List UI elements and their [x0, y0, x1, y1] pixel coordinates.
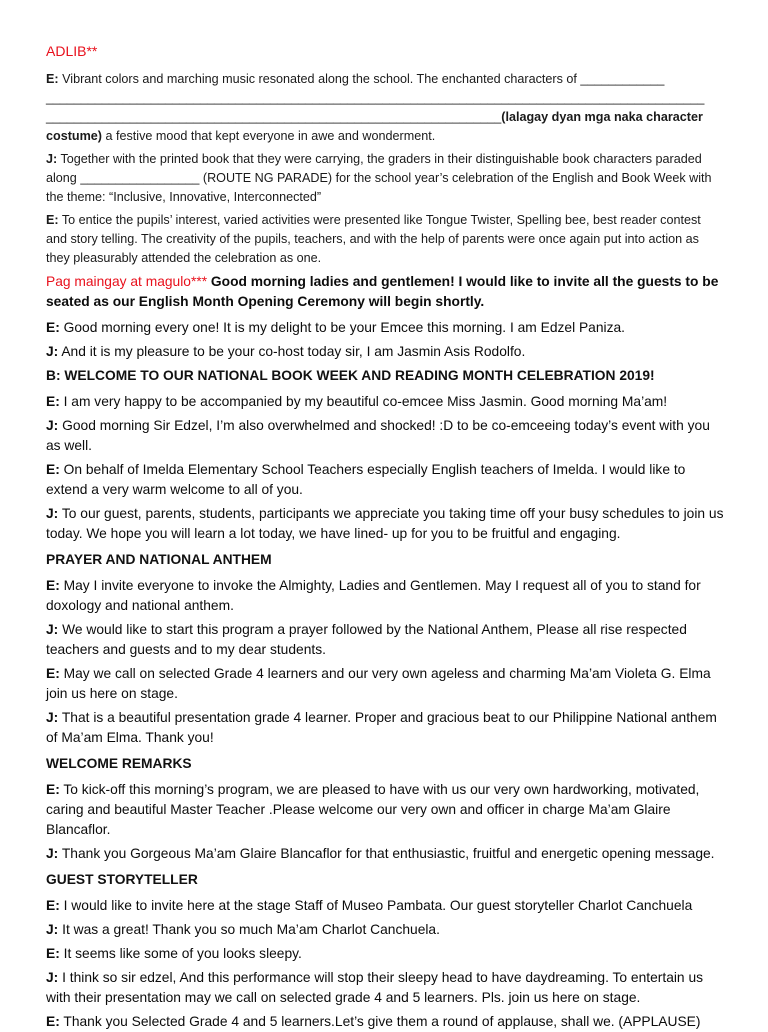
costume-note: (lalagay dyan mga naka character costume)	[46, 110, 703, 143]
paragraph-intro-e	[46, 70, 724, 146]
speaker-label: J:	[46, 710, 59, 725]
speaker-label: E:	[46, 666, 60, 681]
paragraph-dialogue	[46, 392, 724, 412]
paragraph-text: Thank you Gorgeous Ma’am Glaire Blancaflor for that enthusiastic, fruitful and energetic opening message.	[61, 846, 715, 861]
paragraph-dialogue	[46, 460, 724, 500]
paragraph-text: May I invite everyone to invoke the Almighty, Ladies and Gentlemen. May I request all of you to stand for doxology and national anthem.	[46, 578, 701, 613]
paragraph-text: I am very happy to be accompanied by my beautiful co-emcee Miss Jasmin. Good morning Ma’am!	[63, 394, 668, 409]
speaker-label: E:	[46, 72, 59, 86]
paragraph-text: Good morning ladies and gentlemen! I would like to invite all the guests to be seated as our English Month Opening Ceremony will begin shortly.	[46, 274, 719, 309]
paragraph-dialogue	[46, 920, 724, 940]
speaker-label: E:	[46, 1014, 60, 1029]
stage-direction: Pag maingay at magulo***	[46, 274, 208, 289]
paragraph-text: I think so sir edzel, And this performance will stop their sleepy head to have daydreaming. To entertain us with their presentation may we call on selected grade 4 and 5 learners. Pls. join us here on stage.	[46, 970, 704, 1005]
fill-in-blank: ______________________________________________________________________________________________	[46, 91, 705, 105]
paragraph-text: It was a great! Thank you so much Ma’am Charlot Canchuela.	[62, 922, 440, 937]
paragraph-text: And it is my pleasure to be your co-host today sir, I am Jasmin Asis Rodolfo.	[61, 344, 526, 359]
section-heading-book-week: B: WELCOME TO OUR NATIONAL BOOK WEEK AND READING MONTH CELEBRATION 2019!	[46, 368, 655, 383]
paragraph-dialogue	[46, 416, 724, 456]
paragraph-text: a festive mood that kept everyone in awe and wonderment.	[105, 129, 436, 143]
speaker-label: J:	[46, 418, 59, 433]
speaker-label: J:	[46, 922, 59, 937]
paragraph-text: Together with the printed book that they were carrying, the graders in their distinguishable book characters paraded along _________________ (ROUTE NG PARADE) for the school year’s celebration of the English and Book Week with the theme: “Inclusive, Innovative, Interconnected”	[46, 152, 712, 204]
paragraph-dialogue	[46, 708, 724, 748]
paragraph-emcee-greeting	[46, 318, 724, 338]
paragraph-text: To kick-off this morning’s program, we are pleased to have with us our very own hardworking, motivated, caring and beautiful Master Teacher .Please welcome our very own and officer in charge Ma’am Glaire Blancaflor.	[46, 782, 700, 837]
speaker-label: E:	[46, 578, 60, 593]
section-heading-welcome-remarks: WELCOME REMARKS	[46, 756, 192, 771]
paragraph-dialogue	[46, 968, 724, 1008]
paragraph-text: To our guest, parents, students, participants we appreciate you taking time off your busy schedules to join us today. We hope you will learn a lot today, we have lined- up for you to be fruitful and engaging.	[46, 506, 724, 541]
speaker-label: E:	[46, 320, 60, 335]
paragraph-dialogue	[46, 664, 724, 704]
speaker-label: J:	[46, 506, 59, 521]
section-heading-storyteller: GUEST STORYTELLER	[46, 872, 198, 887]
speaker-label: E:	[46, 782, 60, 797]
speaker-label: E:	[46, 946, 60, 961]
paragraph-text: On behalf of Imelda Elementary School Teachers especially English teachers of Imelda. I would like to extend a very warm welcome to all of you.	[46, 462, 686, 497]
paragraph-text: I would like to invite here at the stage Staff of Museo Pambata. Our guest storyteller Charlot Canchuela	[63, 898, 693, 913]
paragraph-text: That is a beautiful presentation grade 4 learner. Proper and gracious beat to our Philippine National anthem of Ma’am Elma. Thank you!	[46, 710, 717, 745]
paragraph-dialogue	[46, 780, 724, 840]
speaker-label: E:	[46, 462, 60, 477]
paragraph-dialogue	[46, 944, 724, 964]
speaker-label: J:	[46, 344, 59, 359]
paragraph-text: Thank you Selected Grade 4 and 5 learners.Let’s give them a round of applause, shall we. (APPLAUSE)	[63, 1014, 701, 1029]
section-heading-prayer: PRAYER AND NATIONAL ANTHEM	[46, 552, 272, 567]
paragraph-activities	[46, 211, 724, 268]
paragraph-dialogue	[46, 504, 724, 544]
paragraph-dialogue	[46, 896, 724, 916]
paragraph-text: To entice the pupils’ interest, varied activities were presented like Tongue Twister, Spelling bee, best reader contest and story telling. The creativity of the pupils, teachers, and with the help of parents were once again put into action as they pleasurably attended the celebration as one.	[46, 213, 701, 265]
paragraph-text: Vibrant colors and marching music resonated along the school. The enchanted characters of ____________	[62, 72, 665, 86]
paragraph-intro-j	[46, 150, 724, 207]
fill-in-blank: _________________________________________________________________	[46, 110, 502, 124]
paragraph-text: Good morning every one! It is my delight to be your Emcee this morning. I am Edzel Paniza.	[63, 320, 625, 335]
speaker-label: E:	[46, 394, 60, 409]
speaker-label: E:	[46, 898, 60, 913]
paragraph-dialogue	[46, 844, 724, 864]
paragraph-welcome-call	[46, 272, 724, 312]
adlib-heading: ADLIB**	[46, 43, 98, 59]
paragraph-dialogue	[46, 1012, 724, 1032]
paragraph-dialogue	[46, 576, 724, 616]
speaker-label: E:	[46, 213, 59, 227]
paragraph-text: We would like to start this program a prayer followed by the National Anthem, Please all rise respected teachers and guests and to my dear students.	[46, 622, 687, 657]
paragraph-text: It seems like some of you looks sleepy.	[63, 946, 302, 961]
speaker-label: J:	[46, 152, 58, 166]
speaker-label: J:	[46, 846, 59, 861]
paragraph-cohost-greeting	[46, 342, 724, 362]
speaker-label: J:	[46, 622, 59, 637]
speaker-label: J:	[46, 970, 59, 985]
paragraph-text: May we call on selected Grade 4 learners and our very own ageless and charming Ma’am Violeta G. Elma join us here on stage.	[46, 666, 711, 701]
paragraph-dialogue	[46, 620, 724, 660]
paragraph-text: Good morning Sir Edzel, I’m also overwhelmed and shocked! :D to be co-emceeing today’s event with you as well.	[46, 418, 710, 453]
